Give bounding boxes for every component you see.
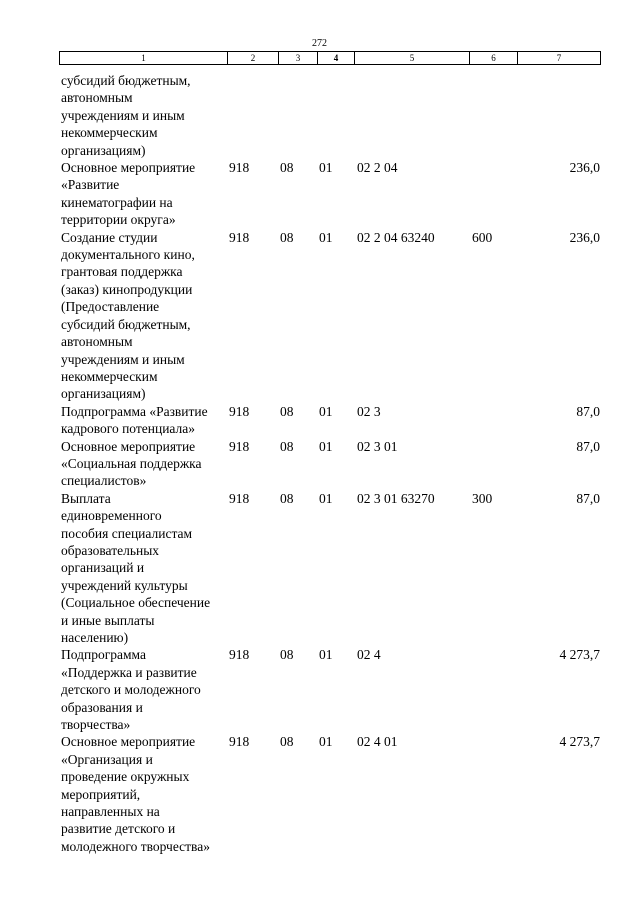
row-name-line: организациям)	[61, 142, 146, 158]
row-name-line: учреждений культуры	[61, 577, 188, 593]
header-col-5: 5	[355, 52, 470, 65]
table-row	[59, 438, 600, 490]
section-code: 08	[280, 229, 294, 245]
amount	[517, 72, 600, 159]
row-name-line: «Социальная поддержка	[61, 455, 202, 471]
row-name	[59, 72, 227, 159]
amount: 236,0	[569, 160, 600, 176]
row-name	[59, 229, 227, 403]
section-code: 08	[280, 438, 294, 454]
row-name-line: учреждениям и иным	[61, 351, 185, 367]
target-article-code: 02 2 04 63240	[357, 229, 435, 245]
target-article-code: 02 2 04	[357, 160, 398, 176]
subsection-code: 01	[319, 229, 333, 245]
row-name-line: мероприятий,	[61, 786, 141, 802]
header-col-2: 2	[228, 52, 279, 65]
ved-code: 918	[229, 438, 250, 454]
section-code	[278, 72, 317, 159]
table-row	[59, 72, 600, 159]
row-name	[59, 490, 227, 647]
subsection-code: 01	[319, 403, 333, 419]
subsection-code	[317, 72, 354, 159]
row-name-line: детского и молодежного	[61, 682, 201, 698]
table-row	[59, 733, 600, 855]
row-name-line: Подпрограмма	[61, 647, 146, 663]
row-name-line: и иные выплаты	[61, 612, 155, 628]
row-name-line: единовременного	[61, 508, 162, 524]
row-name-line: «Организация и	[61, 751, 153, 767]
target-article-code: 02 3 01 63270	[357, 490, 435, 506]
row-name-line: (Социальное обеспечение	[61, 595, 211, 611]
subsection-code: 01	[319, 734, 333, 750]
row-name-line: творчества»	[61, 717, 131, 733]
row-name-line: специалистов»	[61, 473, 147, 489]
row-name-line: кадрового потенциала»	[61, 421, 196, 437]
amount: 87,0	[576, 490, 600, 506]
target-article-code: 02 3 01	[357, 438, 398, 454]
amount: 87,0	[576, 403, 600, 419]
expense-type-code: 600	[472, 229, 493, 245]
row-name	[59, 646, 227, 733]
row-name-line: некоммерческим	[61, 368, 158, 384]
header-col-4: 4	[318, 52, 355, 65]
target-article-code	[354, 72, 469, 159]
row-name-line: Основное мероприятие	[61, 438, 196, 454]
row-name-line: Подпрограмма «Развитие	[61, 403, 208, 419]
ved-code: 918	[229, 160, 250, 176]
expense-type-code	[469, 403, 517, 438]
amount: 4 273,7	[559, 734, 600, 750]
header-col-1: 1	[60, 52, 228, 65]
column-header-row	[60, 52, 601, 65]
row-name-line: некоммерческим	[61, 125, 158, 141]
expense-type-code	[469, 733, 517, 855]
section-code: 08	[280, 647, 294, 663]
row-name-line: учреждениям и иным	[61, 107, 185, 123]
row-name-line: территории округа»	[61, 212, 176, 228]
row-name-line: Основное мероприятие	[61, 734, 196, 750]
row-name-line: (заказ) кинопродукции	[61, 281, 193, 297]
table-row	[59, 490, 600, 647]
header-col-7: 7	[518, 52, 601, 65]
expense-type-code: 300	[472, 490, 493, 506]
table-row	[59, 403, 600, 438]
section-code: 08	[280, 490, 294, 506]
row-name-line: Создание студии	[61, 229, 158, 245]
section-code: 08	[280, 403, 294, 419]
header-col-3: 3	[279, 52, 318, 65]
subsection-code: 01	[319, 647, 333, 663]
ved-code: 918	[229, 734, 250, 750]
row-name-line: образования и	[61, 699, 143, 715]
table-row	[59, 646, 600, 733]
row-name-line: организациям)	[61, 386, 146, 402]
amount: 236,0	[569, 229, 600, 245]
target-article-code: 02 4	[357, 647, 381, 663]
row-name-line: пособия специалистам	[61, 525, 193, 541]
amount: 87,0	[576, 438, 600, 454]
section-code: 08	[280, 160, 294, 176]
row-name-line: автономным	[61, 334, 133, 350]
row-name-line: Основное мероприятие	[61, 160, 196, 176]
subsection-code: 01	[319, 490, 333, 506]
row-name-line: молодежного творчества»	[61, 838, 210, 854]
row-name-line: образовательных	[61, 542, 160, 558]
row-name-line: развитие детского и	[61, 821, 176, 837]
target-article-code: 02 3	[357, 403, 381, 419]
ved-code: 918	[229, 229, 250, 245]
row-name-line: субсидий бюджетным,	[61, 73, 191, 88]
row-name-line: «Поддержка и развитие	[61, 664, 197, 680]
expense-type-code	[469, 72, 517, 159]
ved-code: 918	[229, 490, 250, 506]
subsection-code: 01	[319, 438, 333, 454]
row-name-line: проведение окружных	[61, 769, 190, 785]
budget-table	[59, 72, 600, 855]
subsection-code: 01	[319, 160, 333, 176]
ved-code	[227, 72, 278, 159]
expense-type-code	[469, 438, 517, 490]
row-name-line: (Предоставление	[61, 299, 160, 315]
header-col-6: 6	[470, 52, 518, 65]
target-article-code: 02 4 01	[357, 734, 398, 750]
page-number: 272	[312, 38, 327, 49]
row-name-line: документального кино,	[61, 247, 195, 263]
row-name-line: населению)	[61, 630, 129, 645]
row-name	[59, 159, 227, 229]
row-name	[59, 403, 227, 438]
row-name-line: субсидий бюджетным,	[61, 316, 191, 332]
table-row	[59, 229, 600, 403]
row-name-line: организаций и	[61, 560, 145, 576]
column-header-table	[59, 51, 601, 65]
row-name-line: направленных на	[61, 804, 160, 820]
section-code: 08	[280, 734, 294, 750]
row-name-line: Выплата	[61, 490, 111, 506]
ved-code: 918	[229, 647, 250, 663]
row-name	[59, 438, 227, 490]
row-name	[59, 733, 227, 855]
expense-type-code	[469, 159, 517, 229]
table-row	[59, 159, 600, 229]
row-name-line: грантовая поддержка	[61, 264, 183, 280]
ved-code: 918	[229, 403, 250, 419]
row-name-line: «Развитие	[61, 177, 120, 193]
amount: 4 273,7	[559, 647, 600, 663]
row-name-line: кинематографии на	[61, 194, 173, 210]
expense-type-code	[469, 646, 517, 733]
row-name-line: автономным	[61, 90, 133, 106]
